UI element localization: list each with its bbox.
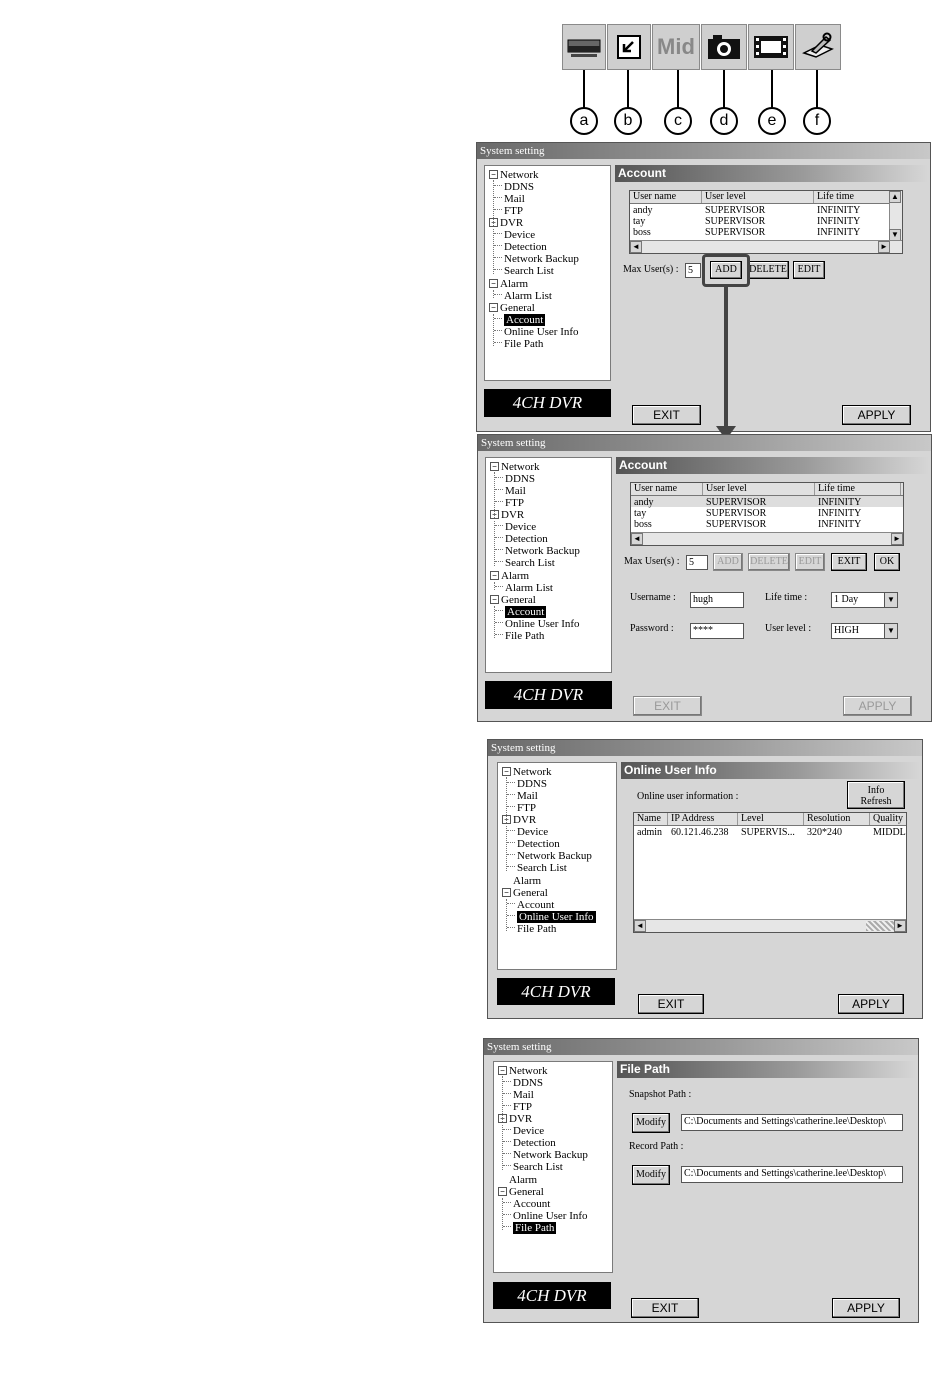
- chevron-down-icon[interactable]: ▼: [884, 624, 897, 638]
- userlevel-select[interactable]: [831, 623, 898, 639]
- table-cell: INFINITY: [818, 508, 862, 519]
- table-cell: INFINITY: [817, 227, 861, 238]
- record-path-label: Record Path :: [629, 1141, 684, 1152]
- userlevel-value: HIGH: [834, 625, 859, 636]
- horizontal-scrollbar[interactable]: [631, 532, 903, 545]
- add-button-highlight: [702, 254, 750, 287]
- vertical-scrollbar[interactable]: [889, 191, 902, 241]
- tree-item-account[interactable]: Account: [494, 314, 545, 326]
- tree-item-network[interactable]: − Network: [489, 169, 539, 181]
- tree-item-mail[interactable]: Mail: [503, 1089, 534, 1101]
- column-header-user-level[interactable]: User level: [702, 191, 814, 203]
- section-title-account: Account: [615, 165, 928, 182]
- tree-item-ddns[interactable]: DDNS: [494, 181, 534, 193]
- info-refresh-line1: Info: [867, 785, 885, 796]
- account-user-table[interactable]: [630, 482, 904, 546]
- system-setting-window-account-add: [477, 434, 932, 722]
- username-label: Username :: [630, 592, 676, 603]
- password-label: Password :: [630, 623, 674, 634]
- tree-item-ftp[interactable]: FTP: [503, 1101, 532, 1113]
- dvr-logo: 4CH DVR: [497, 978, 615, 1005]
- table-cell: admin: [637, 827, 662, 838]
- callout-line-d: [723, 70, 725, 108]
- window-title: System setting: [477, 143, 930, 159]
- tree-item-ftp[interactable]: FTP: [494, 205, 523, 217]
- tree-item-dvr[interactable]: − DVR: [498, 1113, 532, 1125]
- callout-line-c: [677, 70, 679, 108]
- quality-mid-label: Mid: [657, 34, 695, 59]
- camera-icon: [706, 33, 742, 61]
- info-refresh-line2: Refresh: [860, 796, 892, 807]
- table-cell: SUPERVISOR: [706, 497, 767, 508]
- tree-item-mail[interactable]: Mail: [507, 790, 538, 802]
- table-cell: 60.121.46.238: [671, 827, 729, 838]
- tree-item-dvr[interactable]: − DVR: [489, 217, 523, 229]
- tree-item-ftp[interactable]: FTP: [507, 802, 536, 814]
- table-cell: SUPERVISOR: [705, 205, 766, 216]
- table-cell: SUPERVISOR: [705, 216, 766, 227]
- chevron-down-icon[interactable]: ▼: [884, 593, 897, 607]
- toolbar-button-resize[interactable]: [607, 24, 651, 70]
- tree-item-alarm-list[interactable]: Alarm List: [494, 290, 552, 302]
- table-cell: SUPERVISOR: [706, 519, 767, 530]
- exit-button[interactable]: EXIT: [633, 696, 702, 716]
- tree-item-network-backup[interactable]: Network Backup: [494, 253, 579, 265]
- tree-item-search-list[interactable]: Search List: [494, 265, 554, 277]
- callout-b: b: [614, 107, 642, 135]
- window-title: System setting: [478, 435, 931, 451]
- callout-line-b: [627, 70, 629, 108]
- tree-item-ftp[interactable]: FTP: [495, 497, 524, 509]
- tree-item-file-path[interactable]: File Path: [507, 923, 556, 935]
- account-user-table[interactable]: [629, 190, 903, 254]
- toolbar-button-settings[interactable]: [795, 24, 841, 70]
- film-icon: [752, 33, 790, 61]
- tree-item-ddns[interactable]: DDNS: [503, 1077, 543, 1089]
- tree-item-network-backup[interactable]: Network Backup: [495, 545, 580, 557]
- add-button[interactable]: ADD: [710, 261, 742, 279]
- max-users-label: Max User(s) :: [624, 556, 680, 567]
- table-cell: INFINITY: [817, 205, 861, 216]
- exit-button[interactable]: EXIT: [638, 994, 704, 1014]
- tree-item-search-list[interactable]: Search List: [507, 862, 567, 874]
- apply-button[interactable]: APPLY: [843, 696, 912, 716]
- tree-item-file-path[interactable]: File Path: [503, 1222, 556, 1234]
- toolbar-button-hdd[interactable]: [562, 24, 606, 70]
- tree-item-alarm[interactable]: Alarm: [509, 1174, 538, 1186]
- tree-item-file-path[interactable]: File Path: [494, 338, 543, 350]
- exit-small-button[interactable]: EXIT: [831, 553, 867, 571]
- settings-tree: [493, 1061, 613, 1273]
- settings-tree: [497, 762, 617, 970]
- tree-item-alarm[interactable]: − Alarm: [489, 278, 528, 290]
- delete-button[interactable]: DELETE: [747, 261, 789, 279]
- exit-button[interactable]: EXIT: [632, 405, 701, 425]
- table-cell: andy: [634, 497, 654, 508]
- system-setting-window-file-path: [483, 1038, 919, 1323]
- tree-item-dvr[interactable]: − DVR: [502, 814, 536, 826]
- settings-tools-icon: [800, 31, 836, 63]
- toolbar-button-quality[interactable]: [652, 24, 700, 70]
- scroll-right-icon[interactable]: ►: [878, 241, 890, 253]
- section-title-account: Account: [616, 457, 929, 474]
- tree-item-file-path[interactable]: File Path: [495, 630, 544, 642]
- snapshot-path-input[interactable]: C:\Documents and Settings\catherine.lee\Desktop\: [681, 1114, 903, 1131]
- column-header-user-name[interactable]: User name: [630, 191, 702, 203]
- table-cell: 320*240: [807, 827, 842, 838]
- column-header-level[interactable]: Level: [738, 813, 804, 825]
- system-setting-window-online-user-info: [487, 739, 923, 1019]
- tree-item-account[interactable]: Account: [503, 1198, 550, 1210]
- tree-item-general[interactable]: − General: [490, 594, 536, 606]
- tree-item-search-list[interactable]: Search List: [495, 557, 555, 569]
- tree-item-online-user-info[interactable]: Online User Info: [507, 911, 596, 923]
- apply-button[interactable]: APPLY: [838, 994, 904, 1014]
- username-input[interactable]: hugh: [690, 592, 744, 608]
- apply-button[interactable]: APPLY: [832, 1298, 900, 1318]
- table-cell: boss: [633, 227, 651, 238]
- toolbar-button-record[interactable]: [748, 24, 794, 70]
- tree-item-general[interactable]: − General: [502, 887, 548, 899]
- tree-item-detection[interactable]: Detection: [494, 241, 547, 253]
- tree-item-search-list[interactable]: Search List: [503, 1161, 563, 1173]
- scroll-left-icon[interactable]: ◄: [631, 533, 643, 545]
- tree-item-device[interactable]: Device: [507, 826, 548, 838]
- userlevel-label: User level :: [765, 623, 812, 634]
- max-users-label: Max User(s) :: [623, 264, 679, 275]
- online-info-label: Online user information :: [637, 791, 739, 802]
- horizontal-scrollbar[interactable]: [630, 240, 902, 253]
- section-title-file-path: File Path: [617, 1061, 916, 1078]
- hard-disk-icon: [565, 32, 603, 62]
- window-title: System setting: [488, 740, 922, 756]
- table-cell: tay: [634, 508, 647, 519]
- table-cell: SUPERVIS...: [741, 827, 795, 838]
- tree-item-online-user-info[interactable]: Online User Info: [495, 618, 580, 630]
- callout-line-e: [771, 70, 773, 108]
- tree-item-detection[interactable]: Detection: [503, 1137, 556, 1149]
- scroll-left-icon[interactable]: ◄: [634, 920, 646, 932]
- horizontal-scrollbar[interactable]: [634, 919, 906, 932]
- table-cell: INFINITY: [818, 519, 862, 530]
- callout-line-a: [583, 70, 585, 108]
- table-cell: SUPERVISOR: [705, 227, 766, 238]
- record-modify-button[interactable]: Modify: [632, 1165, 670, 1185]
- table-cell: MIDDL: [873, 827, 906, 838]
- tree-item-dvr[interactable]: − DVR: [490, 509, 524, 521]
- table-cell: andy: [633, 205, 653, 216]
- scroll-down-icon[interactable]: ▼: [889, 229, 901, 241]
- tree-item-network-backup[interactable]: Network Backup: [503, 1149, 588, 1161]
- highlight-connector-line: [724, 287, 728, 429]
- callout-e: e: [758, 107, 786, 135]
- apply-button[interactable]: APPLY: [842, 405, 911, 425]
- tree-item-account[interactable]: Account: [495, 606, 546, 618]
- lifetime-value: 1 Day: [834, 594, 859, 605]
- tree-item-ddns[interactable]: DDNS: [507, 778, 547, 790]
- record-path-input[interactable]: C:\Documents and Settings\catherine.lee\Desktop\: [681, 1166, 903, 1183]
- column-header-name[interactable]: Name: [634, 813, 668, 825]
- online-user-table[interactable]: [633, 812, 907, 933]
- toolbar-button-snapshot[interactable]: [701, 24, 747, 70]
- column-header-quality[interactable]: Quality: [870, 813, 907, 825]
- table-cell: boss: [634, 519, 652, 530]
- tree-item-alarm[interactable]: Alarm: [513, 875, 542, 887]
- settings-tree: [484, 165, 611, 381]
- scroll-right-icon[interactable]: ►: [894, 920, 906, 932]
- dvr-logo: 4CH DVR: [493, 1282, 611, 1309]
- scroll-up-icon[interactable]: ▲: [889, 191, 901, 203]
- password-input[interactable]: ****: [690, 623, 744, 639]
- column-header-life-time[interactable]: Life time: [815, 483, 901, 495]
- snapshot-path-label: Snapshot Path :: [629, 1089, 692, 1100]
- tree-item-network-backup[interactable]: Network Backup: [507, 850, 592, 862]
- tree-item-detection[interactable]: Detection: [495, 533, 548, 545]
- tree-item-mail[interactable]: Mail: [494, 193, 525, 205]
- table-cell: INFINITY: [817, 216, 861, 227]
- table-cell: tay: [633, 216, 646, 227]
- tree-item-account[interactable]: Account: [507, 899, 554, 911]
- column-header-resolution[interactable]: Resolution: [804, 813, 870, 825]
- lifetime-select[interactable]: [831, 592, 898, 608]
- tree-item-network[interactable]: − Network: [498, 1065, 548, 1077]
- callout-d: d: [710, 107, 738, 135]
- snapshot-modify-button[interactable]: Modify: [632, 1113, 670, 1133]
- column-header-ip-address[interactable]: IP Address: [668, 813, 738, 825]
- settings-tree: [485, 457, 612, 673]
- edit-button[interactable]: EDIT: [793, 261, 825, 279]
- dvr-logo: 4CH DVR: [485, 681, 612, 709]
- max-users-input[interactable]: 5: [685, 263, 701, 278]
- scroll-left-icon[interactable]: ◄: [630, 241, 642, 253]
- system-setting-window-account: [476, 142, 931, 432]
- callout-c: c: [664, 107, 692, 135]
- column-header-user-name[interactable]: User name: [631, 483, 703, 495]
- tree-item-online-user-info[interactable]: Online User Info: [503, 1210, 588, 1222]
- tree-item-online-user-info[interactable]: Online User Info: [494, 326, 579, 338]
- tree-item-device[interactable]: Device: [495, 521, 536, 533]
- column-header-life-time[interactable]: Life time: [814, 191, 892, 203]
- add-button[interactable]: ADD: [713, 553, 743, 571]
- tree-item-alarm[interactable]: − Alarm: [490, 570, 529, 582]
- table-cell: SUPERVISOR: [706, 508, 767, 519]
- section-title-online-user-info: Online User Info: [621, 762, 920, 779]
- tree-item-device[interactable]: Device: [494, 229, 535, 241]
- edit-button[interactable]: EDIT: [795, 553, 825, 571]
- tree-item-general[interactable]: − General: [489, 302, 535, 314]
- scroll-right-icon[interactable]: ►: [891, 533, 903, 545]
- ok-button[interactable]: OK: [874, 553, 900, 571]
- exit-button[interactable]: EXIT: [631, 1298, 699, 1318]
- column-header-user-level[interactable]: User level: [703, 483, 815, 495]
- table-cell: INFINITY: [818, 497, 862, 508]
- callout-line-f: [816, 70, 818, 108]
- dvr-logo: 4CH DVR: [484, 389, 611, 417]
- lifetime-label: Life time :: [765, 592, 808, 603]
- tree-item-detection[interactable]: Detection: [507, 838, 560, 850]
- tree-item-network[interactable]: − Network: [490, 461, 540, 473]
- tree-item-alarm-list[interactable]: Alarm List: [495, 582, 553, 594]
- max-users-input[interactable]: 5: [686, 555, 708, 570]
- tree-item-general[interactable]: − General: [498, 1186, 544, 1198]
- window-title: System setting: [484, 1039, 918, 1055]
- tree-item-device[interactable]: Device: [503, 1125, 544, 1137]
- tree-item-network[interactable]: − Network: [502, 766, 552, 778]
- resize-arrow-icon: [616, 34, 642, 60]
- callout-a: a: [570, 107, 598, 135]
- delete-button[interactable]: DELETE: [748, 553, 790, 571]
- tree-item-ddns[interactable]: DDNS: [495, 473, 535, 485]
- info-refresh-button[interactable]: [847, 781, 905, 809]
- callout-f: f: [803, 107, 831, 135]
- tree-item-mail[interactable]: Mail: [495, 485, 526, 497]
